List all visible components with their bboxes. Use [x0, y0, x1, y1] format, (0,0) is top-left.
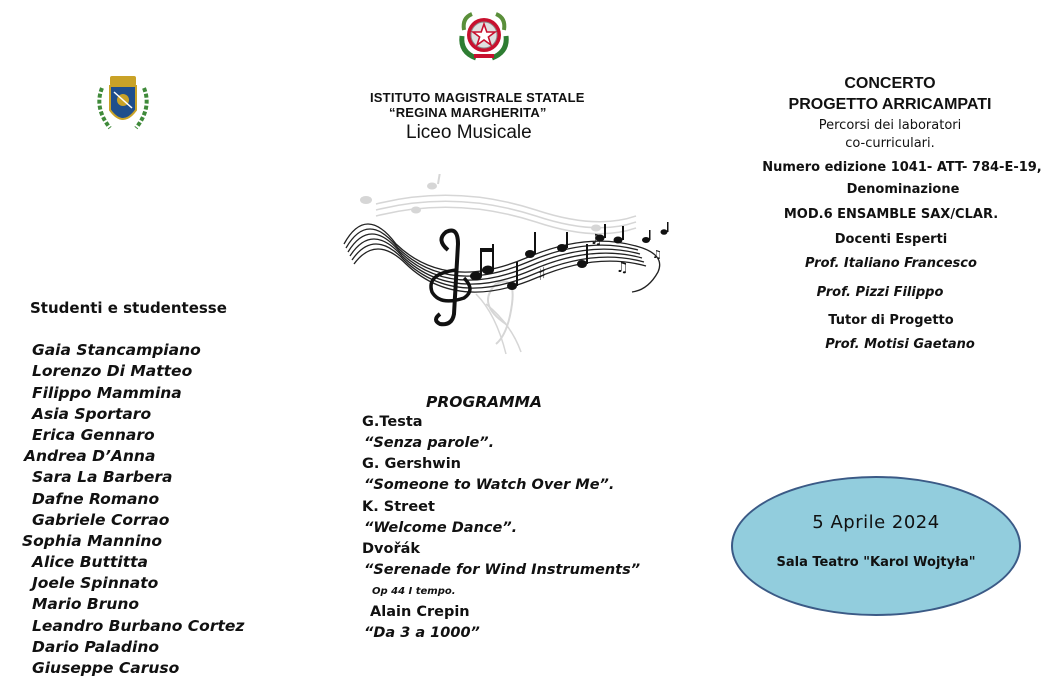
student-name: Sophia Mannino: [22, 532, 163, 550]
program-composer: Dvořák: [362, 541, 421, 557]
concert-line-4: co-curriculari.: [845, 136, 935, 151]
student-name: Gabriele Corrao: [32, 511, 170, 529]
student-name: Lorenzo Di Matteo: [32, 362, 193, 380]
students-heading: Studenti e studentesse: [30, 299, 227, 317]
student-name: Filippo Mammina: [32, 384, 182, 402]
student-name: Giuseppe Caruso: [32, 659, 180, 677]
program-work-note: Op 44 I tempo.: [372, 586, 456, 597]
module-name: MOD.6 ENSAMBLE SAX/CLAR.: [783, 207, 999, 222]
tutor-label: Tutor di Progetto: [828, 313, 954, 328]
music-notes-illustration-icon: [336, 174, 676, 366]
concert-title: CONCERTO: [844, 75, 936, 92]
svg-text:♫: ♫: [616, 260, 629, 276]
school-crest-icon: [92, 74, 154, 132]
student-name: Joele Spinnato: [32, 574, 159, 592]
svg-text:♫: ♫: [652, 248, 662, 261]
program-composer: G.Testa: [362, 414, 423, 430]
program-composer: K. Street: [362, 499, 435, 515]
school-name-line1: ISTITUTO MAGISTRALE STATALE: [370, 90, 585, 105]
school-name-line3: Liceo Musicale: [406, 122, 532, 143]
project-title: PROGETTO ARRICAMPATI: [788, 96, 992, 113]
teacher-2: Prof. Pizzi Filippo: [816, 285, 944, 300]
student-name: Sara La Barbera: [32, 468, 173, 486]
program-composer: Alain Crepin: [370, 604, 470, 620]
teacher-1: Prof. Italiano Francesco: [805, 256, 977, 271]
concert-line-3: Percorsi dei laboratori: [818, 118, 962, 133]
denomination-label: Denominazione: [846, 182, 960, 197]
student-name: Leandro Burbano Cortez: [32, 617, 245, 635]
student-name: Dario Paladino: [32, 638, 160, 656]
event-venue: Sala Teatro "Karol Wojtyła": [776, 555, 976, 570]
program-work: “Senza parole”.: [364, 435, 495, 451]
student-name: Dafne Romano: [32, 490, 160, 508]
event-date: 5 Aprile 2024: [812, 512, 940, 533]
program-heading: PROGRAMMA: [426, 393, 542, 411]
svg-text:♫: ♫: [590, 232, 603, 248]
student-name: Alice Buttitta: [32, 553, 148, 571]
republic-emblem-icon: [456, 8, 512, 62]
student-name: Andrea D’Anna: [24, 447, 156, 465]
experts-label: Docenti Esperti: [834, 232, 948, 247]
student-name: Mario Bruno: [32, 595, 140, 613]
program-work: “Welcome Dance”.: [364, 520, 518, 536]
svg-text:♯: ♯: [538, 264, 547, 285]
edition-number: Numero edizione 1041- ATT- 784-E-19,: [762, 160, 1042, 175]
program-composer: G. Gershwin: [362, 456, 461, 472]
program-work: “Da 3 a 1000”: [364, 625, 480, 641]
school-name-line2: “REGINA MARGHERITA”: [389, 105, 547, 120]
student-name: Asia Sportaro: [32, 405, 152, 423]
student-name: Gaia Stancampiano: [32, 341, 201, 359]
program-work: “Someone to Watch Over Me”.: [364, 477, 615, 493]
event-ellipse: [731, 476, 1021, 616]
student-name: Erica Gennaro: [32, 426, 155, 444]
program-work: “Serenade for Wind Instruments”: [364, 562, 641, 578]
tutor-name: Prof. Motisi Gaetano: [825, 337, 975, 352]
